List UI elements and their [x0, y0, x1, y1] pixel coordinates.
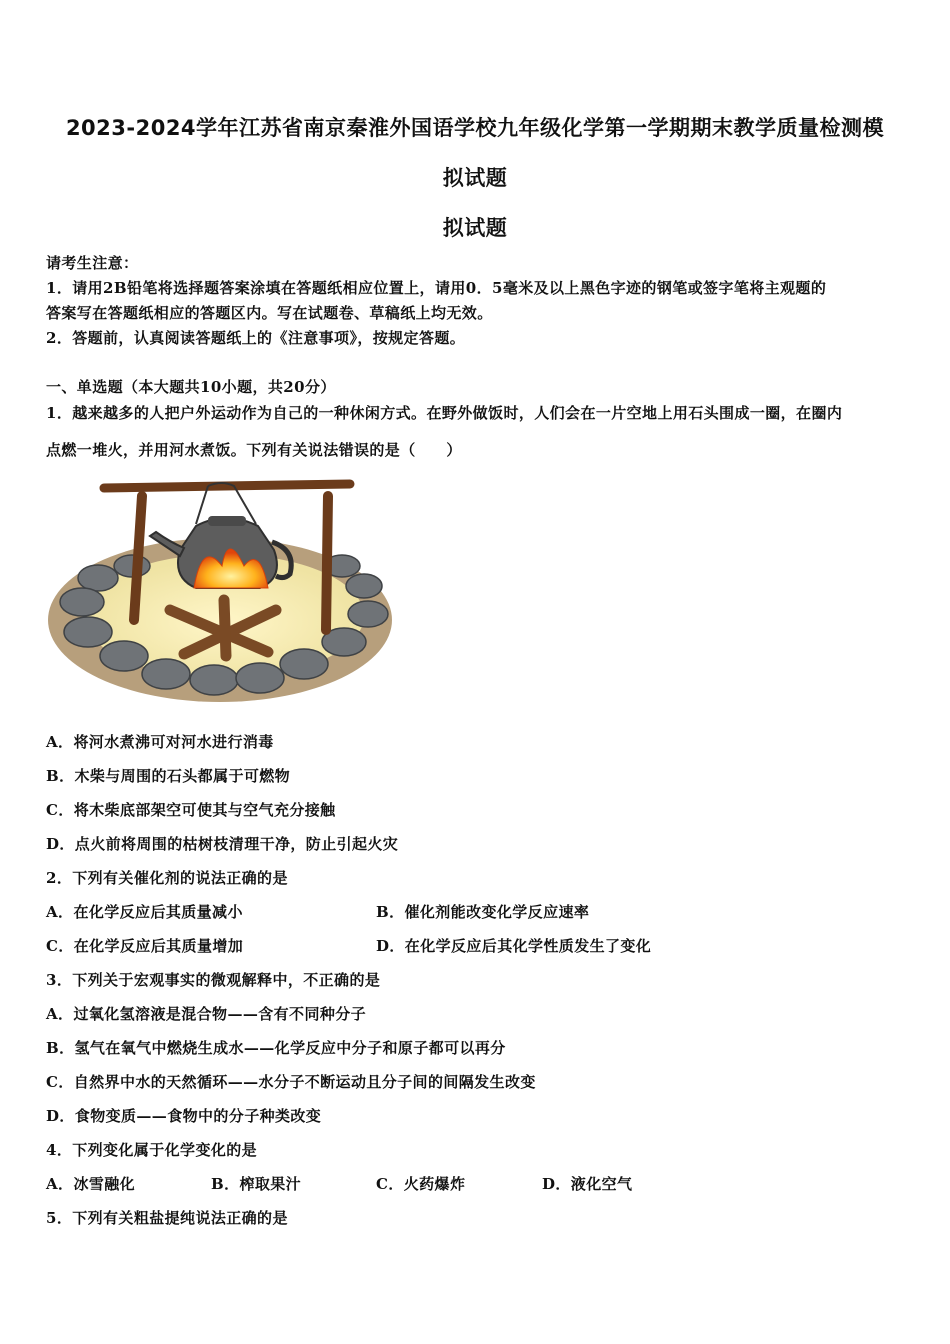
q2-option-b: B．催化剂能改变化学反应速率	[376, 903, 590, 921]
q2-option-c: C．在化学反应后其质量增加	[46, 937, 244, 955]
q1-option-c: C．将木柴底部架空可使其与空气充分接触	[46, 801, 336, 819]
q1-stem-b: 点燃一堆火，并用河水煮饭。下列有关说法错误的是（ ）	[46, 441, 462, 459]
q2-stem: 2．下列有关催化剂的说法正确的是	[46, 869, 288, 887]
q2-option-d: D．在化学反应后其化学性质发生了变化	[376, 937, 652, 955]
campfire-kettle-illustration	[46, 470, 394, 704]
q3-option-c: C．自然界中水的天然循环——水分子不断运动且分子间的间隔发生改变	[46, 1073, 536, 1091]
q1-stem-a: 1．越来越多的人把户外运动作为自己的一种休闲方式。在野外做饭时，人们会在一片空地上用石头围成一圈，在圈内	[46, 404, 843, 422]
q1-option-b: B．木柴与周围的石头都属于可燃物	[46, 767, 291, 785]
q1-option-d: D．点火前将周围的枯树枝清理干净，防止引起火灾	[46, 835, 399, 853]
q1-option-a: A．将河水煮沸可对河水进行消毒	[46, 733, 274, 751]
q4-option-b: B．榨取果汁	[211, 1175, 302, 1193]
q4-stem: 4．下列变化属于化学变化的是	[46, 1141, 258, 1159]
q3-option-d: D．食物变质——食物中的分子种类改变	[46, 1107, 322, 1125]
notice-item-1a: 1．请用2B铅笔将选择题答案涂填在答题纸相应位置上，请用0．5毫米及以上黑色字迹的钢笔或签字笔将主观题的	[46, 279, 827, 297]
q4-option-c: C．火药爆炸	[376, 1175, 466, 1193]
document-title-line2: 拟试题	[442, 166, 508, 190]
notice-item-2: 2．答题前，认真阅读答题纸上的《注意事项》，按规定答题。	[46, 329, 466, 347]
q4-option-d: D．液化空气	[542, 1175, 633, 1193]
q4-option-a: A．冰雪融化	[46, 1175, 136, 1193]
q3-stem: 3．下列关于宏观事实的微观解释中，不正确的是	[46, 971, 381, 989]
q3-option-b: B．氢气在氧气中燃烧生成水——化学反应中分子和原子都可以再分	[46, 1039, 506, 1057]
section-heading: 一、单选题（本大题共10小题，共20分）	[46, 378, 336, 396]
document-title-line1: 2023-2024学年江苏省南京秦淮外国语学校九年级化学第一学期期末教学质量检测模	[65, 116, 885, 140]
q2-option-a: A．在化学反应后其质量减小	[46, 903, 243, 921]
notice-item-1b: 答案写在答题纸相应的答题区内。写在试题卷、草稿纸上均无效。	[46, 304, 493, 322]
document-subtitle: 拟试题	[442, 216, 508, 240]
notice-heading: 请考生注意：	[46, 254, 139, 272]
q5-stem: 5．下列有关粗盐提纯说法正确的是	[46, 1209, 288, 1227]
q3-option-a: A．过氧化氢溶液是混合物——含有不同种分子	[46, 1005, 367, 1023]
